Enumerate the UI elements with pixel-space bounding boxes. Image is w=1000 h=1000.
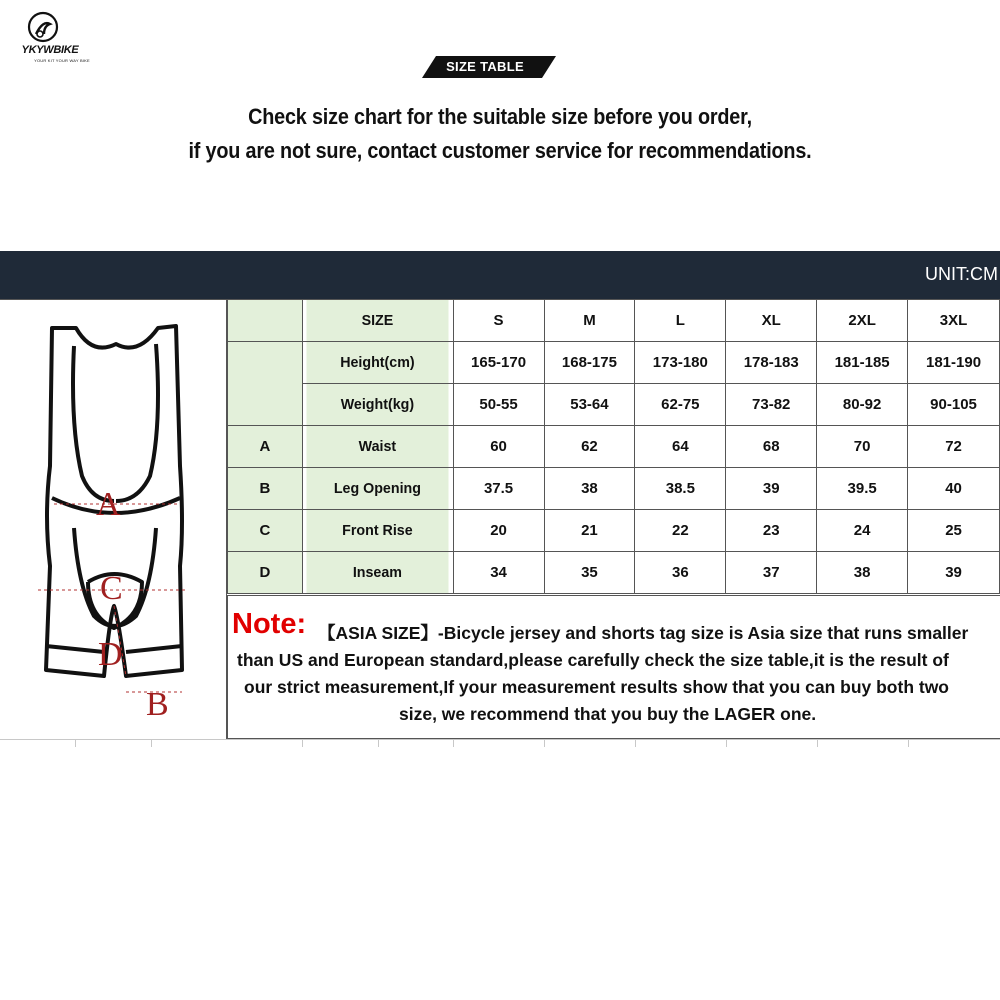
divider-tick bbox=[378, 739, 379, 747]
note-line-4: size, we recommend that you buy the LAGER one. bbox=[399, 704, 817, 724]
unit-header-bar bbox=[0, 251, 1000, 299]
table-cell: 73-82 bbox=[726, 384, 817, 426]
size-header-cell: SIZE bbox=[306, 300, 449, 342]
row-label: Leg Opening bbox=[306, 468, 449, 510]
divider-tick bbox=[544, 739, 545, 747]
table-row bbox=[228, 342, 1000, 384]
notice-line-1: Check size chart for the suitable size before you order, bbox=[248, 104, 752, 129]
row-code: A bbox=[228, 426, 303, 468]
table-cell: 24 bbox=[817, 510, 908, 552]
divider-tick bbox=[635, 739, 636, 747]
divider-tick bbox=[817, 739, 818, 747]
size-col-header: 2XL bbox=[817, 300, 908, 342]
table-cell: 165-170 bbox=[453, 342, 544, 384]
table-cell: 60 bbox=[453, 426, 544, 468]
row-code: D bbox=[228, 552, 303, 594]
measure-label-d: D bbox=[98, 636, 123, 673]
table-cell: 53-64 bbox=[544, 384, 635, 426]
brand-tagline: YOUR KIT YOUR WAY BIKE bbox=[34, 58, 90, 63]
size-col-header: 3XL bbox=[908, 300, 1000, 342]
row-label: Height(cm) bbox=[306, 342, 449, 384]
table-cell: 39.5 bbox=[817, 468, 908, 510]
unit-label: UNIT:CM bbox=[925, 264, 998, 284]
size-col-header: XL bbox=[726, 300, 817, 342]
row-label: Waist bbox=[306, 426, 449, 468]
table-cell: 178-183 bbox=[726, 342, 817, 384]
divider-tick bbox=[726, 739, 727, 747]
table-cell: 25 bbox=[908, 510, 1000, 552]
table-cell: 38 bbox=[817, 552, 908, 594]
table-cell: 181-185 bbox=[817, 342, 908, 384]
measure-label-b: B bbox=[146, 686, 169, 723]
note-label: Note: bbox=[232, 608, 307, 640]
logo-circle-icon bbox=[29, 13, 57, 41]
row-code: C bbox=[228, 510, 303, 552]
table-row bbox=[228, 426, 1000, 468]
table-cell bbox=[228, 342, 303, 426]
size-col-header: M bbox=[544, 300, 635, 342]
size-col-header: S bbox=[453, 300, 544, 342]
table-cell: 34 bbox=[453, 552, 544, 594]
table-row bbox=[228, 468, 1000, 510]
table-row bbox=[228, 510, 1000, 552]
row-label: Weight(kg) bbox=[306, 384, 449, 426]
row-label: Inseam bbox=[306, 552, 449, 594]
table-cell: 39 bbox=[726, 468, 817, 510]
table-cell: 90-105 bbox=[908, 384, 1000, 426]
size-table bbox=[227, 299, 1000, 594]
row-code: B bbox=[228, 468, 303, 510]
table-cell: 62-75 bbox=[635, 384, 726, 426]
brand-name: YKYWBIKE bbox=[21, 44, 79, 56]
table-cell: 64 bbox=[635, 426, 726, 468]
table-cell: 181-190 bbox=[908, 342, 1000, 384]
note-line-3: our strict measurement,If your measurement results show that you can buy both two bbox=[244, 677, 949, 697]
table-cell: 21 bbox=[544, 510, 635, 552]
note-line-2: than US and European standard,please carefully check the size table,it is the result of bbox=[237, 650, 949, 670]
table-cell: 62 bbox=[544, 426, 635, 468]
table-row bbox=[228, 384, 1000, 426]
divider-tick bbox=[151, 739, 152, 747]
table-cell: 70 bbox=[817, 426, 908, 468]
table-cell: 40 bbox=[908, 468, 1000, 510]
table-cell: 173-180 bbox=[635, 342, 726, 384]
table-cell: 80-92 bbox=[817, 384, 908, 426]
table-header-row bbox=[228, 300, 1000, 342]
divider-tick bbox=[453, 739, 454, 747]
table-cell: 23 bbox=[726, 510, 817, 552]
table-cell: 37.5 bbox=[453, 468, 544, 510]
table-cell: 50-55 bbox=[453, 384, 544, 426]
table-cell: 72 bbox=[908, 426, 1000, 468]
table-cell: 68 bbox=[726, 426, 817, 468]
note-line-1: 【ASIA SIZE】-Bicycle jersey and shorts tag size is Asia size that runs smaller bbox=[318, 623, 969, 643]
measure-label-c: C bbox=[100, 570, 123, 607]
table-cell: 38.5 bbox=[635, 468, 726, 510]
bottom-divider bbox=[0, 739, 1000, 740]
table-cell bbox=[228, 300, 303, 342]
page-title: SIZE TABLE bbox=[446, 59, 524, 74]
divider-tick bbox=[302, 739, 303, 747]
table-cell: 38 bbox=[544, 468, 635, 510]
measure-label-a: A bbox=[96, 486, 121, 523]
table-cell: 36 bbox=[635, 552, 726, 594]
table-cell: 168-175 bbox=[544, 342, 635, 384]
table-cell: 20 bbox=[453, 510, 544, 552]
table-cell: 22 bbox=[635, 510, 726, 552]
row-label: Front Rise bbox=[306, 510, 449, 552]
divider-tick bbox=[908, 739, 909, 747]
divider-tick bbox=[75, 739, 76, 747]
table-cell: 37 bbox=[726, 552, 817, 594]
size-col-header: L bbox=[635, 300, 726, 342]
notice-line-2: if you are not sure, contact customer service for recommendations. bbox=[188, 138, 812, 163]
table-row bbox=[228, 552, 1000, 594]
table-cell: 39 bbox=[908, 552, 1000, 594]
table-cell: 35 bbox=[544, 552, 635, 594]
